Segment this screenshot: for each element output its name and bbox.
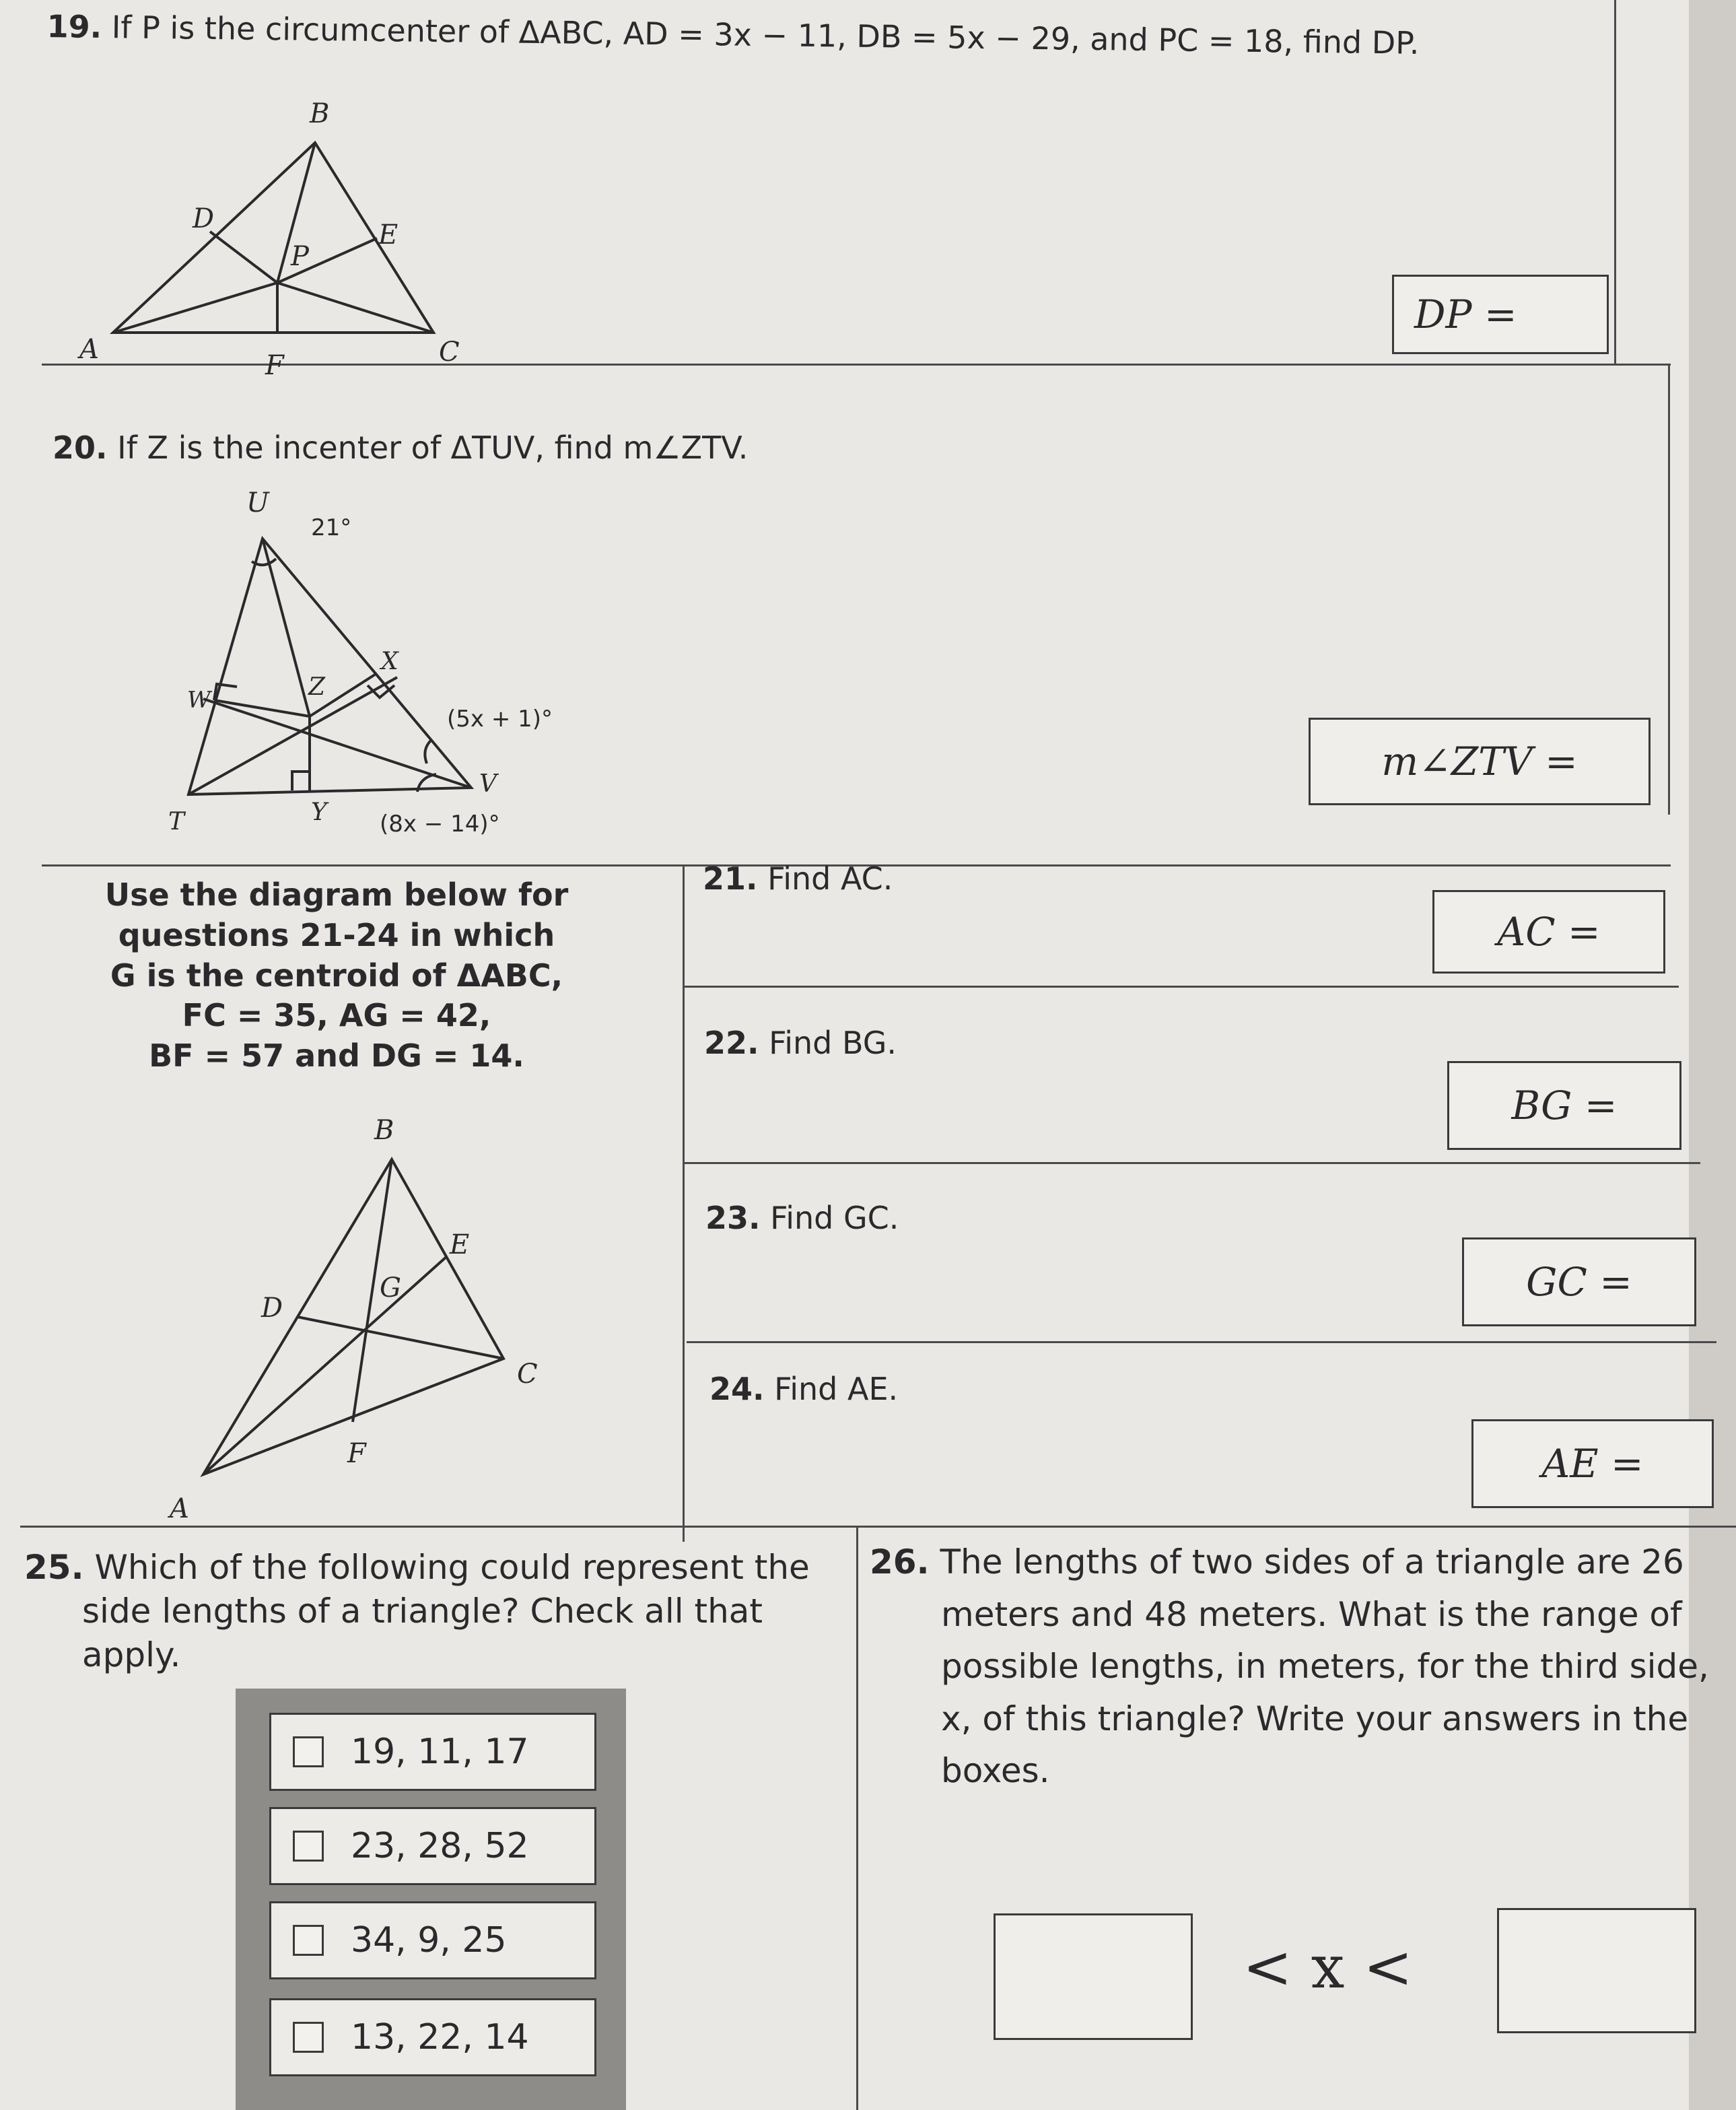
q26-inequality: < x < xyxy=(1243,1932,1414,2002)
q20-label-V: V xyxy=(479,770,497,798)
q23-answer-label: GC = xyxy=(1526,1259,1632,1305)
q21-number: 21. xyxy=(703,860,758,897)
q25-checkbox-2[interactable] xyxy=(293,1831,324,1862)
q26-number: 26. xyxy=(870,1542,930,1581)
q23-answer-box[interactable] xyxy=(1462,1237,1696,1326)
q23-number: 23. xyxy=(705,1200,761,1236)
centroid-line-5: BF = 57 and DG = 14. xyxy=(149,1037,524,1075)
q19-label-B: B xyxy=(310,98,330,129)
q19-label-E: E xyxy=(378,219,398,250)
q20-angle-u-label: 21° xyxy=(311,514,352,541)
centroid-label-C: C xyxy=(517,1359,538,1390)
q20-number: 20. xyxy=(53,430,108,466)
q25-choice-3[interactable] xyxy=(269,1901,596,1979)
q19-question: If P is the circumcenter of ΔABC, AD = 3x − 11, DB = 5x − 29, and PC = 18, find DP. xyxy=(111,9,1420,61)
q25-choice-4-label: 13, 22, 14 xyxy=(351,2017,529,2057)
q24-question: Find AE. xyxy=(774,1371,899,1407)
centroid-label-F: F xyxy=(347,1438,366,1469)
q26-text xyxy=(870,1536,1709,1798)
q22-question: Find BG. xyxy=(769,1025,897,1061)
q22-answer-box[interactable] xyxy=(1447,1061,1681,1150)
centroid-label-D: D xyxy=(261,1293,283,1324)
centroid-label-G: G xyxy=(380,1272,401,1303)
q21-question: Find AC. xyxy=(767,860,893,897)
centroid-label-A: A xyxy=(170,1493,189,1524)
q25-choice-3-label: 34, 9, 25 xyxy=(351,1920,507,1961)
q24-number: 24. xyxy=(709,1371,765,1407)
q22-text xyxy=(704,1023,897,1064)
q19-label-P: P xyxy=(291,241,309,272)
q26-line-1-text: The lengths of two sides of a triangle are 26 xyxy=(940,1542,1684,1581)
q25-choice-1-label: 19, 11, 17 xyxy=(351,1732,529,1772)
q20-angle-v2-label: (8x − 14)° xyxy=(380,811,500,838)
centroid-line-2: questions 21-24 in which xyxy=(118,916,555,953)
q25-choices-panel xyxy=(236,1689,626,2110)
q25-line-1-text: Which of the following could represent the xyxy=(94,1548,810,1587)
centroid-median-a xyxy=(203,1256,447,1474)
q22-answer-label: BG = xyxy=(1511,1083,1618,1128)
q20-label-W: W xyxy=(187,687,211,714)
q19-label-A: A xyxy=(79,334,99,365)
q25-checkbox-3[interactable] xyxy=(293,1925,324,1956)
centroid-label-E: E xyxy=(450,1229,470,1260)
q19-label-C: C xyxy=(439,337,460,368)
q25-line-1 xyxy=(24,1546,810,1590)
q19-label-F: F xyxy=(265,350,284,381)
q26-line-3: possible lengths, in meters, for the third side, xyxy=(941,1647,1709,1686)
centroid-line-1: Use the diagram below for xyxy=(104,877,569,913)
q20-answer-label: m∠ZTV = xyxy=(1381,739,1578,784)
q21-answer-label: AC = xyxy=(1497,909,1601,955)
q25-text xyxy=(24,1546,810,1677)
q23-text xyxy=(705,1198,899,1239)
q19-label-D: D xyxy=(193,203,215,234)
q25-choice-4[interactable] xyxy=(269,1998,596,2076)
q25-line-2: side lengths of a triangle? Check all that xyxy=(82,1592,763,1631)
q19-answer-label: DP = xyxy=(1414,292,1517,337)
q21-text xyxy=(703,859,893,899)
q26-lower-bound-box[interactable] xyxy=(994,1913,1193,2040)
q26-line-5: boxes. xyxy=(941,1751,1050,1790)
q25-number: 25. xyxy=(24,1548,84,1587)
q21-answer-box[interactable] xyxy=(1432,890,1665,974)
q24-answer-box[interactable] xyxy=(1471,1419,1714,1508)
q26-line-4: x, of this triangle? Write your answers in the xyxy=(941,1699,1689,1738)
q19-number: 19. xyxy=(46,7,102,45)
q20-angle-v1-label: (5x + 1)° xyxy=(447,706,553,733)
q25-choice-2-label: 23, 28, 52 xyxy=(351,1826,529,1866)
centroid-label-B: B xyxy=(374,1115,394,1146)
q20-label-X: X xyxy=(381,648,398,675)
q25-checkbox-1[interactable] xyxy=(293,1736,324,1767)
q20-label-Y: Y xyxy=(311,798,327,826)
q25-line-3: apply. xyxy=(82,1635,181,1674)
centroid-line-3: G is the centroid of ΔABC, xyxy=(110,957,563,994)
q20-question: If Z is the incenter of ΔTUV, find m∠ZTV. xyxy=(117,430,749,466)
q25-choice-1[interactable] xyxy=(269,1713,596,1791)
q23-question: Find GC. xyxy=(770,1200,899,1236)
q22-number: 22. xyxy=(704,1025,759,1061)
q20-label-T: T xyxy=(168,808,185,836)
centroid-line-4: FC = 35, AG = 42, xyxy=(182,997,491,1034)
centroid-triangle xyxy=(203,1159,504,1474)
q25-checkbox-4[interactable] xyxy=(293,2022,324,2053)
q24-text xyxy=(709,1369,898,1410)
q26-upper-bound-box[interactable] xyxy=(1497,1908,1696,2033)
q25-choice-2[interactable] xyxy=(269,1807,596,1885)
q20-label-U: U xyxy=(246,487,269,518)
centroid-median-c xyxy=(298,1317,504,1359)
q20-label-Z: Z xyxy=(308,673,326,701)
q26-line-1 xyxy=(870,1536,1709,1589)
q26-line-2: meters and 48 meters. What is the range of xyxy=(941,1594,1682,1634)
q24-answer-label: AE = xyxy=(1541,1441,1644,1487)
